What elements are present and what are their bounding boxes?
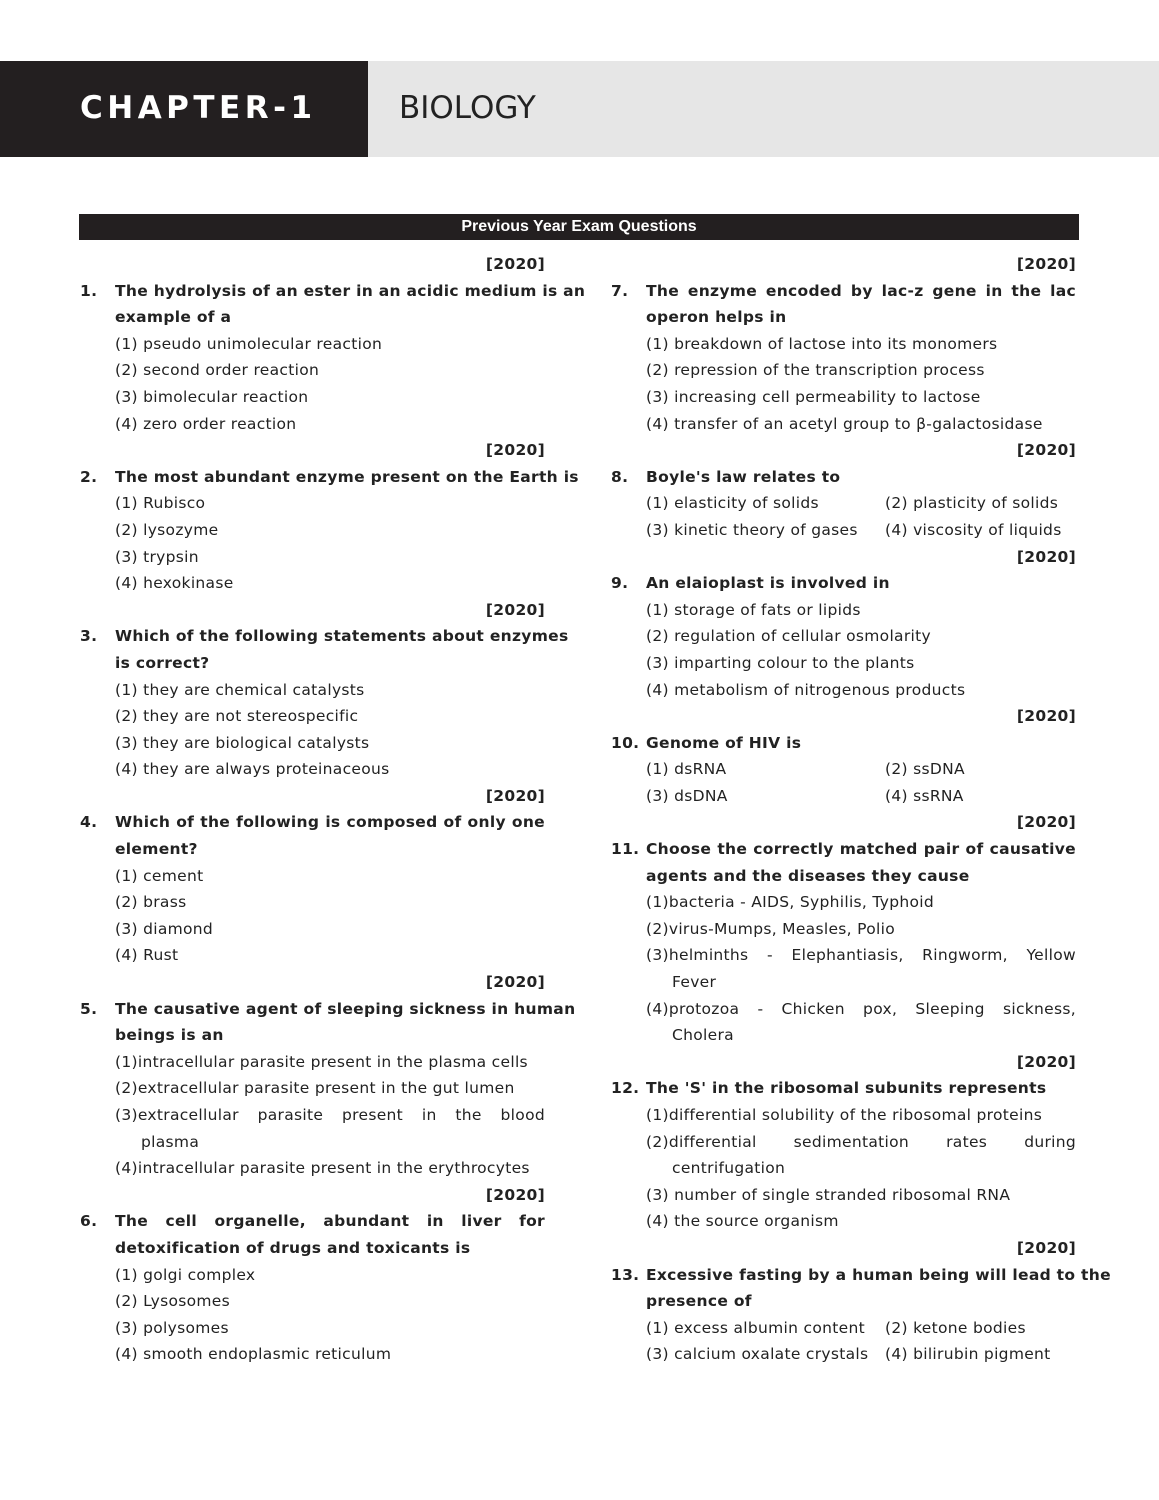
question-9 bbox=[611, 544, 1076, 704]
question-text: is correct? bbox=[115, 653, 210, 672]
option: (4) zero order reaction bbox=[115, 414, 297, 433]
option: (1) Rubisco bbox=[115, 494, 206, 513]
option: (3) bimolecular reaction bbox=[115, 387, 309, 406]
option: (2) second order reaction bbox=[115, 361, 320, 380]
option: (4) the source organism bbox=[646, 1212, 839, 1231]
option: (2) brass bbox=[115, 893, 187, 912]
option: (3) dsDNA bbox=[646, 786, 728, 805]
section-banner: Previous Year Exam Questions bbox=[79, 214, 1079, 240]
option: (4) viscosity of liquids bbox=[885, 520, 1062, 539]
question-11 bbox=[611, 809, 1076, 1048]
option: (1)differential solubility of the ribosomal proteins bbox=[646, 1106, 1043, 1124]
option-row bbox=[611, 783, 1076, 810]
option: (2)virus-Mumps, Measles, Polio bbox=[646, 919, 895, 938]
year-tag: [2020] bbox=[485, 441, 545, 460]
question-text: 3. Which of the following statements about enzymes bbox=[80, 623, 545, 650]
subject-title: BIOLOGY bbox=[399, 90, 536, 126]
option: (1) dsRNA bbox=[646, 760, 727, 779]
option: (2) plasticity of solids bbox=[885, 494, 1059, 513]
option: (1) storage of fats or lipids bbox=[646, 600, 861, 619]
option: (1)bacteria - AIDS, Syphilis, Typhoid bbox=[646, 893, 934, 912]
question-number: 11. bbox=[611, 840, 640, 859]
option: (3) diamond bbox=[115, 919, 214, 938]
option: (3) imparting colour to the plants bbox=[646, 653, 915, 672]
question-text: element? bbox=[115, 840, 198, 859]
question-text: operon helps in bbox=[646, 308, 787, 327]
option: (4)intracellular parasite present in the erythrocytes bbox=[115, 1159, 530, 1178]
option-continuation: plasma bbox=[141, 1132, 200, 1151]
year-tag: [2020] bbox=[1016, 707, 1076, 726]
option-row bbox=[611, 756, 1076, 783]
question-text: 11. Choose the correctly matched pair of causative bbox=[611, 836, 1076, 863]
option: (4) transfer of an acetyl group to β-galactosidase bbox=[646, 414, 1043, 433]
option-continuation: Cholera bbox=[672, 1026, 734, 1045]
year-tag: [2020] bbox=[485, 1185, 545, 1204]
option: (4)protozoa - Chicken pox, Sleeping sickness, bbox=[646, 999, 1076, 1018]
option: (4) ssRNA bbox=[885, 786, 964, 805]
question-5 bbox=[80, 969, 576, 1182]
question-text: 1. The hydrolysis of an ester in an acidic medium is an bbox=[80, 278, 545, 305]
question-text: 5. The causative agent of sleeping sickness in human bbox=[80, 996, 545, 1023]
option: (3) kinetic theory of gases bbox=[646, 520, 858, 539]
option: (1) excess albumin content bbox=[646, 1318, 865, 1337]
option: (3)extracellular parasite present in the blood bbox=[115, 1106, 545, 1124]
option: (4) bilirubin pigment bbox=[885, 1345, 1051, 1364]
question-text: 13. Excessive fasting by a human being will lead to the bbox=[611, 1262, 1076, 1289]
option-row bbox=[611, 1315, 1076, 1342]
option: (3) trypsin bbox=[115, 547, 199, 566]
option: (4) they are always proteinaceous bbox=[115, 760, 390, 779]
question-text: 6. The cell organelle, abundant in liver for bbox=[80, 1208, 545, 1235]
question-number: 5. bbox=[80, 999, 98, 1018]
year-tag: [2020] bbox=[1016, 1238, 1076, 1257]
question-number: 9. bbox=[611, 574, 629, 593]
question-text: 2. The most abundant enzyme present on the Earth is bbox=[80, 464, 545, 491]
option: (4) metabolism of nitrogenous products bbox=[646, 680, 966, 699]
question-number: 10. bbox=[611, 733, 640, 752]
question-10 bbox=[611, 703, 1076, 809]
question-text: 9. An elaioplast is involved in bbox=[611, 570, 1076, 597]
question-number: 12. bbox=[611, 1079, 640, 1098]
option: (3) calcium oxalate crystals bbox=[646, 1345, 869, 1364]
option: (2) regulation of cellular osmolarity bbox=[646, 627, 931, 646]
option: (2) lysozyme bbox=[115, 520, 219, 539]
question-number: 6. bbox=[80, 1212, 98, 1231]
option: (1) they are chemical catalysts bbox=[115, 680, 365, 699]
option: (2)differential sedimentation rates during bbox=[646, 1132, 1076, 1151]
option: (1) breakdown of lactose into its monomers bbox=[646, 334, 998, 353]
year-tag: [2020] bbox=[485, 973, 545, 992]
year-tag: [2020] bbox=[485, 255, 545, 273]
option: (1) golgi complex bbox=[115, 1265, 256, 1284]
option: (2) ketone bodies bbox=[885, 1318, 1026, 1337]
year-tag: [2020] bbox=[1016, 1052, 1076, 1071]
question-text: 10. Genome of HIV is bbox=[611, 730, 1076, 757]
left-column bbox=[80, 251, 586, 1368]
option: (3) number of single stranded ribosomal RNA bbox=[646, 1185, 1011, 1204]
question-number: 8. bbox=[611, 467, 629, 486]
question-1 bbox=[80, 251, 586, 437]
option: (4) hexokinase bbox=[115, 574, 234, 593]
year-tag: [2020] bbox=[485, 786, 545, 805]
question-number: 1. bbox=[80, 281, 98, 300]
option: (2)extracellular parasite present in the gut lumen bbox=[115, 1079, 515, 1098]
question-number: 7. bbox=[611, 281, 629, 300]
question-4 bbox=[80, 783, 545, 969]
option: (2) Lysosomes bbox=[115, 1292, 230, 1311]
option-continuation: Fever bbox=[672, 973, 717, 992]
option: (3) they are biological catalysts bbox=[115, 733, 370, 752]
question-text: presence of bbox=[646, 1292, 752, 1311]
option: (1)intracellular parasite present in the plasma cells bbox=[115, 1052, 528, 1071]
question-text: 4. Which of the following is composed of only one bbox=[80, 809, 545, 836]
option: (1) elasticity of solids bbox=[646, 494, 819, 513]
question-3 bbox=[80, 597, 569, 783]
chapter-label: CHAPTER-1 bbox=[80, 90, 317, 126]
option: (4) Rust bbox=[115, 946, 179, 965]
question-text: example of a bbox=[115, 308, 232, 327]
question-8 bbox=[611, 437, 1076, 543]
question-text: 12. The 'S' in the ribosomal subunits represents bbox=[611, 1075, 1076, 1102]
option: (2) ssDNA bbox=[885, 760, 965, 779]
year-tag: [2020] bbox=[485, 600, 545, 619]
option-row bbox=[611, 517, 1076, 544]
question-7 bbox=[611, 251, 1076, 437]
question-number: 2. bbox=[80, 467, 98, 486]
question-6 bbox=[80, 1182, 545, 1368]
year-tag: [2020] bbox=[1016, 441, 1076, 460]
option-row bbox=[611, 1341, 1076, 1368]
option: (3) polysomes bbox=[115, 1318, 229, 1337]
question-text: beings is an bbox=[115, 1026, 224, 1045]
option-continuation: centrifugation bbox=[672, 1159, 786, 1178]
question-text: 7. The enzyme encoded by lac-z gene in the lac bbox=[611, 278, 1076, 305]
option: (2) they are not stereospecific bbox=[115, 707, 359, 726]
question-13 bbox=[611, 1235, 1111, 1368]
year-tag: [2020] bbox=[1016, 547, 1076, 566]
option-row bbox=[611, 490, 1076, 517]
year-tag: [2020] bbox=[1016, 813, 1076, 832]
question-number: 13. bbox=[611, 1265, 640, 1284]
option: (2) repression of the transcription process bbox=[646, 361, 985, 380]
question-number: 4. bbox=[80, 813, 98, 832]
question-text: agents and the diseases they cause bbox=[646, 866, 970, 885]
right-column bbox=[611, 251, 1111, 1368]
option: (3) increasing cell permeability to lactose bbox=[646, 387, 981, 406]
option: (1) pseudo unimolecular reaction bbox=[115, 334, 383, 353]
question-12 bbox=[611, 1049, 1076, 1235]
option: (4) smooth endoplasmic reticulum bbox=[115, 1345, 392, 1364]
question-2 bbox=[80, 437, 579, 597]
question-number: 3. bbox=[80, 627, 98, 646]
option: (3)helminths - Elephantiasis, Ringworm, Yellow bbox=[646, 946, 1076, 965]
question-text: 8. Boyle's law relates to bbox=[611, 464, 1076, 491]
question-text: detoxification of drugs and toxicants is bbox=[115, 1238, 471, 1257]
year-tag: [2020] bbox=[1016, 255, 1076, 273]
option: (1) cement bbox=[115, 866, 204, 885]
